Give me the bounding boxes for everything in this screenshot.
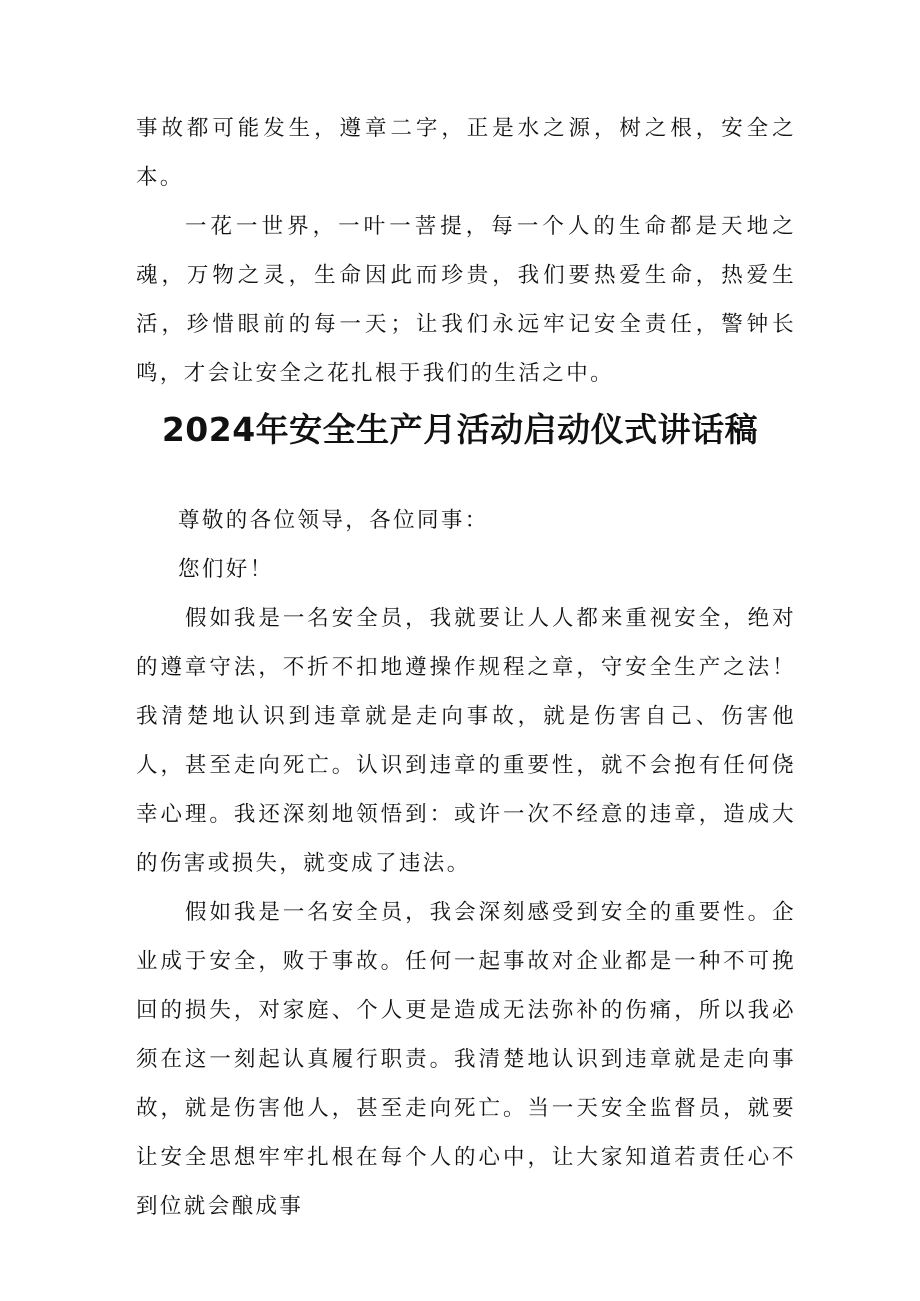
salutation: 尊敬的各位领导，各位同事： bbox=[178, 508, 489, 533]
speech-paragraph-1: 假如我是一名安全员，我就要让人人都来重视安全，绝对的遵章守法，不折不扣地遵操作规程之章，守安全生产之法！我清楚地认识到违章就是走向事故，就是伤害自己、伤害他人，甚至走向死亡。认识到违章的重要性，就不会抱有任何侥幸心理。我还深刻地领悟到：或许一次不经意的违章，造成大的伤害或损失，就变成了违法。 bbox=[136, 606, 796, 876]
speech-paragraph-2: 假如我是一名安全员，我会深刻感受到安全的重要性。企业成于安全，败于事故。任何一起事故对企业都是一种不可挽回的损失，对家庭、个人更是造成无法弥补的伤痛，所以我必须在这一刻起认真履行职责。我清楚地认识到违章就是走向事故，就是伤害他人，甚至走向死亡。当一天安全监督员，就要让安全思想牢牢扎根在每个人的心中，让大家知道若责任心不到位就会酿成事 bbox=[136, 900, 796, 1219]
continuation-line: 事故都可能发生，遵章二字，正是水之源，树之根，安全之本。 bbox=[136, 116, 796, 190]
paragraph-life: 一花一世界，一叶一菩提，每一个人的生命都是天地之魂，万物之灵，生命因此而珍贵，我们要热爱生命，热爱生活，珍惜眼前的每一天；让我们永远牢记安全责任，警钟长鸣，才会让安全之花扎根于我们的生活之中。 bbox=[136, 214, 796, 386]
speech-title: 2024年安全生产月活动启动仪式讲话稿 bbox=[161, 410, 759, 449]
speech-body bbox=[136, 496, 796, 1231]
greeting: 您们好！ bbox=[178, 557, 274, 582]
continuation-section bbox=[136, 104, 796, 398]
